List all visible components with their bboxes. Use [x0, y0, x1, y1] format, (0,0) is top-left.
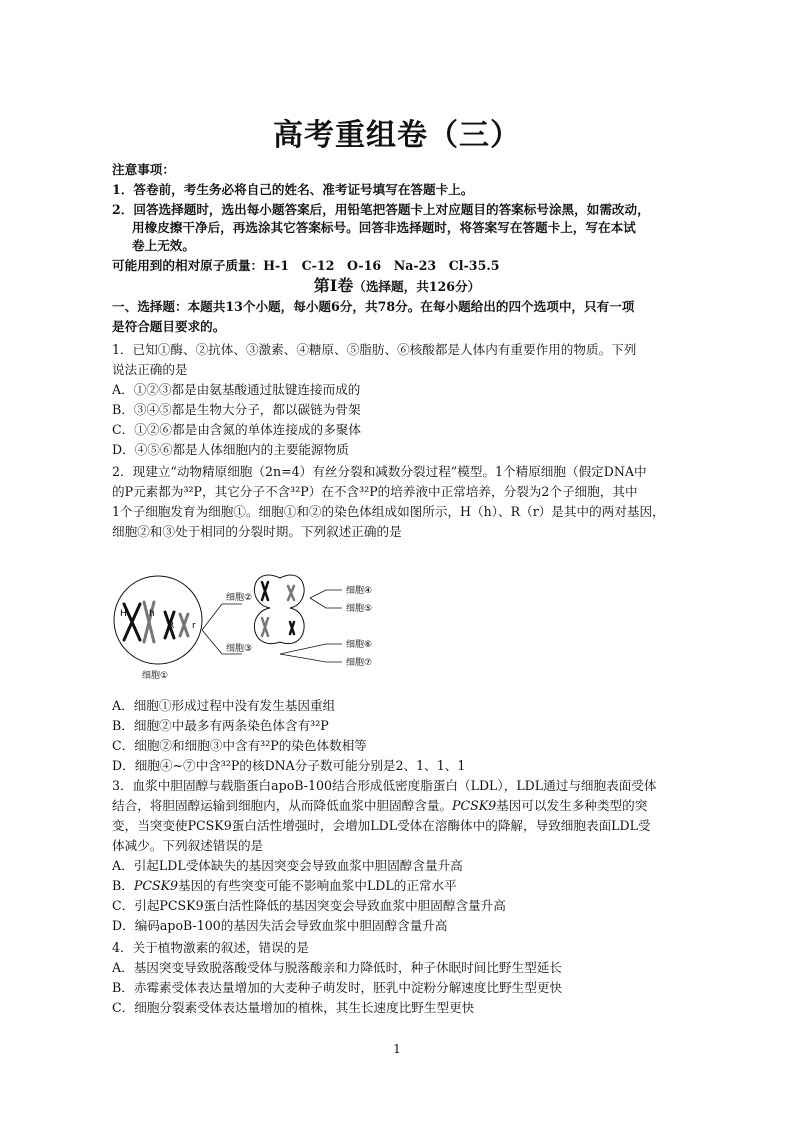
gene-r-label: r — [192, 621, 196, 631]
q3-stem-1: 3．血浆中胆固醇与载脂蛋白apoB-100结合形成低密度脂蛋白（LDL），LDL通过与细胞表面受体 — [112, 778, 657, 793]
section-subtitle: （选择题，共126分） — [353, 279, 481, 294]
arrow-to-cell6 — [280, 644, 342, 654]
instruction-line-2: 是符合题目要求的。 — [112, 319, 226, 334]
q3-option-b — [112, 876, 712, 896]
instruction-line-1: 一、选择题：本题共13个小题，每小题6分，共78分。在每小题给出的四个选项中，只有一项 — [112, 299, 635, 314]
q3-gene-name: PCSK9 — [452, 798, 497, 813]
q2-option-d: D．细胞④~⑦中含³²P的核DNA分子数可能分别是2、1、1、1 — [112, 758, 466, 773]
cell4-label: 细胞④ — [346, 586, 373, 596]
page-number: 1 — [393, 1042, 401, 1056]
q2-option-a: A．细胞①形成过程中没有发生基因重组 — [112, 698, 336, 713]
cell1-label: 细胞① — [142, 671, 169, 681]
q4-option-b: B．赤霉素受体表达量增加的大麦种子萌发时，胚乳中淀粉分解速度比野生型更快 — [112, 980, 563, 995]
q3-option-c: C．引起PCSK9蛋白活性降低的基因突变会导致血浆中胆固醇含量升高 — [112, 898, 506, 913]
q1-option-d: D．④⑤⑥都是人体细胞内的主要能源物质 — [112, 442, 349, 457]
q3-stem-2-text: 结合，将胆固醇运输到细胞内，从而降低血浆中胆固醇含量。 — [112, 798, 453, 813]
notice-item-2-cont: 用橡皮擦干净后，再选涂其它答案标号。回答非选择题时，将答案写在答题卡上，写在本试 — [132, 220, 636, 235]
gene-R-label: R — [168, 621, 175, 631]
arrow-to-cell4 — [310, 590, 342, 598]
q3-stem-4: 体减少。下列叙述错误的是 — [112, 838, 264, 853]
cell3-label: 细胞③ — [226, 644, 253, 654]
notice-item-2-end: 卷上无效。 — [132, 238, 195, 253]
cell7-label: 细胞⑦ — [346, 658, 373, 668]
cell2-label: 细胞② — [226, 593, 253, 603]
notice-item-1: 1．答卷前，考生务必将自己的姓名、准考证号填写在答题卡上。 — [112, 182, 474, 197]
gene-h-label: h — [149, 609, 155, 619]
q4-option-a: A．基因突变导致脱落酸受体与脱落酸亲和力降低时，种子休眠时间比野生型延长 — [112, 960, 562, 975]
q3-stem-2-tail: 基因可以发生多种类型的突 — [496, 798, 648, 813]
q1-option-a: A．①②③都是由氨基酸通过肽键连接而成的 — [112, 382, 361, 397]
q1-option-b: B．③④⑤都是生物大分子，都以碳链为骨架 — [112, 402, 361, 417]
q2-stem-1: 2．现建立“动物精原细胞（2n=4）有丝分裂和减数分裂过程”模型。1个精原细胞（假定DNA中 — [112, 464, 647, 479]
page-title: 高考重组卷（三） — [273, 118, 521, 153]
q4-option-c: C．细胞分裂素受体表达量增加的植株，其生长速度比野生型更快 — [112, 1000, 475, 1015]
arrow-to-cell5 — [310, 598, 342, 608]
q3-option-d: D．编码apoB-100的基因失活会导致血浆中胆固醇含量升高 — [112, 918, 448, 933]
q2-stem-3: 1个子细胞发育为细胞①。细胞①和②的染色体组成如图所示，H（h）、R（r）是其中的两对基因， — [112, 504, 665, 519]
q1-option-c: C．①②⑥都是由含氮的单体连接成的多聚体 — [112, 422, 361, 437]
cell5-label: 细胞⑤ — [346, 604, 373, 614]
q3-option-a: A．引起LDL受体缺失的基因突变会导致血浆中胆固醇含量升高 — [112, 858, 463, 873]
cell1-circle — [114, 576, 202, 664]
q1-stem-2: 说法正确的是 — [112, 362, 188, 377]
q3-option-b-prefix: B． — [112, 878, 134, 893]
q3-option-b-text: 基因的有些突变可能不影响血浆中LDL的正常水平 — [178, 878, 457, 893]
section-heading — [0, 276, 794, 297]
q2-stem-4: 细胞②和③处于相同的分裂时期。下列叙述正确的是 — [112, 524, 402, 539]
q3-stem-3: 变，当突变使PCSK9蛋白活性增强时，会增加LDL受体在溶酶体中的降解，导致细胞表面LDL受 — [112, 818, 651, 833]
section-title: 第Ⅰ卷 — [313, 276, 354, 295]
atomic-mass-line: 可能用到的相对原子质量：H-1 C-12 O-16 Na-23 Cl-35.5 — [112, 258, 500, 273]
q1-stem-1: 1．已知①酶、②抗体、③激素、④糖原、⑤脂肪、⑥核酸都是人体内有重要作用的物质。下列 — [112, 342, 637, 357]
notice-heading: 注意事项： — [112, 162, 175, 177]
gene-H-label: H — [120, 609, 127, 619]
notice-item-2: 2．回答选择题时，选出每小题答案后，用铅笔把答题卡上对应题目的答案标号涂黑，如需改动， — [112, 202, 650, 217]
cell1-chromosomes — [124, 602, 188, 642]
q2-option-c: C．细胞②和细胞③中含有³²P的染色体数相等 — [112, 738, 367, 753]
q2-stem-2: 的P元素都为³²P，其它分子不含³²P）在不含³²P的培养液中正常培养，分裂为2个子细胞，其中 — [112, 484, 638, 499]
cell-division-diagram — [110, 560, 390, 692]
cell6-label: 细胞⑥ — [346, 640, 373, 650]
arrow-to-cell7 — [280, 654, 342, 662]
q2-option-b: B．细胞②中最多有两条染色体含有³²P — [112, 718, 329, 733]
q3-stem-2 — [112, 796, 712, 816]
q3-option-b-gene: PCSK9 — [133, 878, 179, 893]
arrow-to-cell2 — [202, 604, 242, 630]
q4-stem: 4．关于植物激素的叙述，错误的是 — [112, 940, 309, 955]
